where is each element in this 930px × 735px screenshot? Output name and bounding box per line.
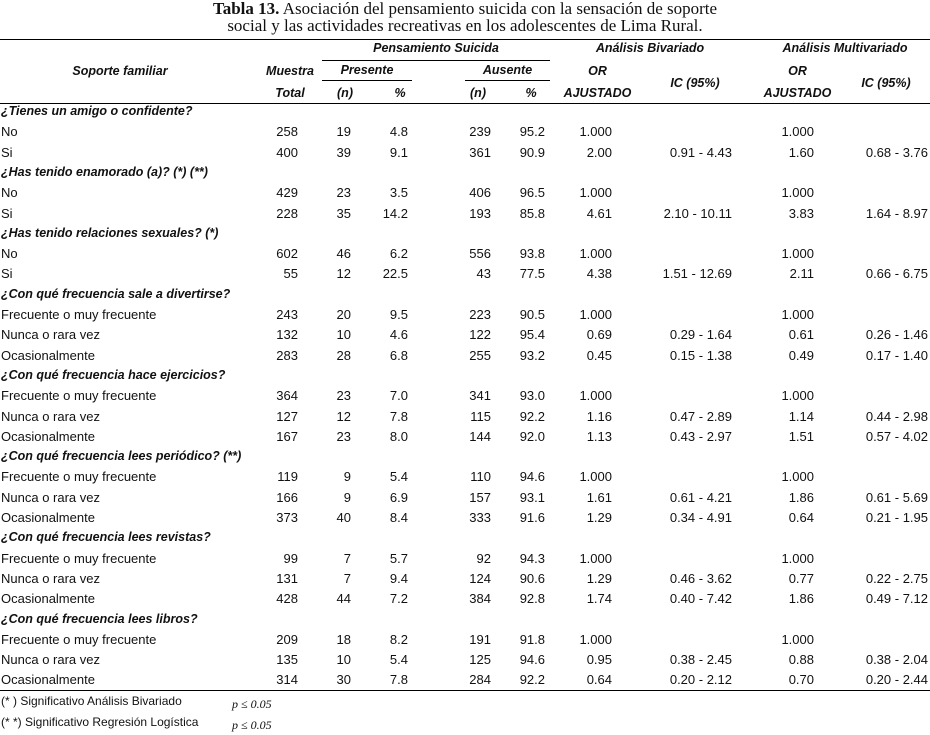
cell-total: 428 xyxy=(276,591,298,607)
section-title: ¿Con qué frecuencia lees periódico? (**) xyxy=(1,449,242,464)
cell-pct-aus: 90.5 xyxy=(519,307,545,322)
row-label: Si xyxy=(1,266,13,282)
cell-pct-pres: 8.4 xyxy=(389,510,408,525)
cell-n-pres: 7 xyxy=(343,550,351,566)
cell-or-mult: 1.000 xyxy=(781,388,814,404)
cell-pct-pres: 9.5 xyxy=(389,307,408,322)
row-label: Frecuente o muy frecuente xyxy=(1,631,157,647)
cell-or-mult: 1.000 xyxy=(781,550,814,566)
footer-rule xyxy=(0,690,930,691)
cell-or-mult: 1.14 xyxy=(788,408,814,424)
cell-pct-aus: 77.5 xyxy=(519,266,545,282)
cell-n-aus: 384 xyxy=(469,591,491,607)
cell-ic-biv: 0.91 - 4.43 xyxy=(669,144,732,160)
cell-ic-mult: 0.21 - 1.95 xyxy=(865,510,928,525)
cell-pct-pres: 4.6 xyxy=(389,327,408,343)
cell-n-pres: 30 xyxy=(336,672,351,688)
cell-n-pres: 46 xyxy=(336,246,351,262)
cell-ic-mult: 0.49 - 7.12 xyxy=(865,591,928,607)
cell-pct-aus: 94.6 xyxy=(519,652,545,668)
row-label: Nunca o rara vez xyxy=(1,570,100,586)
header-ajustado-biv: AJUSTADO xyxy=(563,86,632,100)
cell-or-mult: 2.11 xyxy=(789,266,814,282)
row-label: Frecuente o muy frecuente xyxy=(1,469,157,485)
cell-or-biv: 1.29 xyxy=(586,570,612,586)
cell-ic-mult: 0.20 - 2.44 xyxy=(865,672,928,688)
row-label: No xyxy=(1,185,18,201)
cell-or-mult: 0.88 xyxy=(788,652,814,668)
cell-pct-aus: 93.1 xyxy=(519,489,545,505)
cell-ic-biv: 0.29 - 1.64 xyxy=(669,327,732,343)
cell-ic-mult: 0.38 - 2.04 xyxy=(865,652,928,668)
cell-n-pres: 23 xyxy=(336,428,351,444)
cell-total: 209 xyxy=(276,631,298,647)
cell-n-aus: 122 xyxy=(469,327,491,343)
cell-n-aus: 333 xyxy=(469,510,491,525)
cell-pct-aus: 94.3 xyxy=(519,550,545,566)
footnote-2: (* *) Significativo Regresión Logística xyxy=(1,715,199,729)
cell-or-mult: 1.000 xyxy=(781,246,814,262)
cell-pct-pres: 6.2 xyxy=(389,246,408,262)
cell-or-biv: 1.000 xyxy=(579,388,612,404)
cell-pct-pres: 14.2 xyxy=(382,205,408,221)
cell-or-mult: 0.64 xyxy=(788,510,814,525)
title-line-1: Asociación del pensamiento suicida con la sensación de soporte xyxy=(282,0,718,18)
cell-ic-biv: 0.46 - 3.62 xyxy=(669,570,732,586)
presente-rule xyxy=(322,80,412,81)
cell-pct-pres: 22.5 xyxy=(382,266,408,282)
header-multivariado: Análisis Multivariado xyxy=(782,41,908,55)
cell-pct-aus: 92.0 xyxy=(519,428,545,444)
cell-n-pres: 18 xyxy=(336,631,351,647)
cell-total: 99 xyxy=(283,550,298,566)
cell-total: 135 xyxy=(276,652,298,668)
cell-ic-mult: 0.17 - 1.40 xyxy=(865,347,928,363)
row-label: Frecuente o muy frecuente xyxy=(1,388,157,404)
header-n-ausente: (n) xyxy=(470,86,486,100)
cell-total: 429 xyxy=(276,185,298,201)
cell-total: 131 xyxy=(276,570,298,586)
cell-total: 243 xyxy=(276,307,298,322)
header-ausente: Ausente xyxy=(482,63,533,77)
cell-pct-aus: 91.6 xyxy=(519,510,545,525)
cell-n-aus: 110 xyxy=(470,469,491,485)
cell-pct-pres: 5.4 xyxy=(389,469,408,485)
cell-n-pres: 19 xyxy=(336,124,351,140)
section-title: ¿Con qué frecuencia lees libros? xyxy=(1,611,198,626)
row-label: Nunca o rara vez xyxy=(1,408,100,424)
cell-ic-biv: 0.40 - 7.42 xyxy=(669,591,732,607)
cell-n-pres: 35 xyxy=(336,205,351,221)
cell-pct-pres: 9.4 xyxy=(389,570,408,586)
header-ic-mult: IC (95%) xyxy=(861,76,911,90)
cell-or-biv: 1.13 xyxy=(586,428,612,444)
cell-n-aus: 223 xyxy=(469,307,491,322)
cell-or-biv: 1.000 xyxy=(579,124,612,140)
cell-total: 400 xyxy=(276,144,298,160)
row-label: No xyxy=(1,246,18,262)
footnote-1-p: p ≤ 0.05 xyxy=(232,697,272,711)
cell-ic-biv: 0.34 - 4.91 xyxy=(669,510,732,525)
cell-pct-aus: 93.2 xyxy=(519,347,545,363)
row-label: Ocasionalmente xyxy=(1,591,95,607)
header-total: Total xyxy=(275,86,305,100)
cell-or-mult: 0.49 xyxy=(788,347,814,363)
section-title: ¿Has tenido enamorado (a)? (*) (**) xyxy=(1,164,208,179)
cell-pct-pres: 8.0 xyxy=(389,428,408,444)
cell-n-pres: 39 xyxy=(336,144,351,160)
footnote-1: (* ) Significativo Análisis Bivariado xyxy=(1,694,182,708)
table-title xyxy=(0,0,930,34)
cell-total: 166 xyxy=(276,489,298,505)
cell-total: 127 xyxy=(276,408,298,424)
cell-ic-biv: 2.10 - 10.11 xyxy=(663,205,732,221)
cell-pct-pres: 7.8 xyxy=(389,408,408,424)
cell-or-biv: 1.000 xyxy=(579,246,612,262)
header-presente: Presente xyxy=(340,63,394,77)
section-title: ¿Tienes un amigo o confidente? xyxy=(1,104,193,118)
cell-or-biv: 1.16 xyxy=(586,408,612,424)
cell-ic-mult: 0.61 - 5.69 xyxy=(865,489,928,505)
cell-or-mult: 1.60 xyxy=(788,144,814,160)
cell-or-mult: 1.86 xyxy=(788,489,814,505)
cell-n-aus: 43 xyxy=(476,266,491,282)
row-label: Si xyxy=(1,205,13,221)
section-title: ¿Con qué frecuencia hace ejercicios? xyxy=(1,367,226,382)
header-soporte: Soporte familiar xyxy=(72,64,168,78)
cell-total: 55 xyxy=(283,266,298,282)
cell-or-mult: 0.70 xyxy=(788,672,814,688)
cell-ic-biv: 1.51 - 12.69 xyxy=(662,266,732,282)
cell-pct-pres: 3.5 xyxy=(389,185,408,201)
row-label: Ocasionalmente xyxy=(1,510,95,525)
section-title: ¿Con qué frecuencia lees revistas? xyxy=(1,530,211,545)
cell-pct-aus: 92.2 xyxy=(519,672,545,688)
cell-pct-aus: 90.9 xyxy=(519,144,545,160)
pensamiento-rule xyxy=(322,60,550,61)
cell-total: 314 xyxy=(276,672,298,688)
cell-n-aus: 284 xyxy=(469,672,491,688)
row-label: Nunca o rara vez xyxy=(1,327,100,343)
cell-n-pres: 9 xyxy=(343,469,351,485)
header-or-biv: OR xyxy=(588,64,607,78)
row-label: Nunca o rara vez xyxy=(1,489,100,505)
cell-or-biv: 2.00 xyxy=(586,144,612,160)
cell-total: 258 xyxy=(276,124,298,140)
cell-pct-aus: 91.8 xyxy=(519,631,545,647)
row-label: Ocasionalmente xyxy=(1,672,95,688)
section-title: ¿Con qué frecuencia sale a divertirse? xyxy=(1,286,231,301)
cell-or-mult: 1.51 xyxy=(788,428,814,444)
cell-or-mult: 1.000 xyxy=(781,469,814,485)
row-label: Ocasionalmente xyxy=(1,428,95,444)
cell-pct-pres: 4.8 xyxy=(389,124,408,140)
header-pct-presente: % xyxy=(394,86,406,100)
row-label: Nunca o rara vez xyxy=(1,652,100,668)
header-pct-ausente: % xyxy=(525,86,537,100)
cell-total: 364 xyxy=(276,388,298,404)
row-label: Frecuente o muy frecuente xyxy=(1,550,157,566)
cell-or-mult: 1.000 xyxy=(781,124,814,140)
cell-or-mult: 1.000 xyxy=(781,631,814,647)
cell-ic-mult: 0.66 - 6.75 xyxy=(865,266,928,282)
cell-ic-biv: 0.15 - 1.38 xyxy=(669,347,732,363)
cell-or-mult: 3.83 xyxy=(788,205,814,221)
cell-ic-mult: 1.64 - 8.97 xyxy=(865,205,928,221)
cell-or-biv: 0.95 xyxy=(586,652,612,668)
cell-n-pres: 28 xyxy=(336,347,351,363)
cell-ic-biv: 0.47 - 2.89 xyxy=(669,408,732,424)
cell-n-aus: 191 xyxy=(469,631,491,647)
cell-or-mult: 1.000 xyxy=(781,307,814,322)
cell-or-biv: 0.69 xyxy=(586,327,612,343)
cell-pct-aus: 95.2 xyxy=(519,124,545,140)
cell-or-biv: 1.000 xyxy=(579,307,612,322)
section-title: ¿Has tenido relaciones sexuales? (*) xyxy=(1,225,219,240)
cell-pct-pres: 5.4 xyxy=(389,652,408,668)
cell-n-aus: 255 xyxy=(469,347,491,363)
header-top-rule xyxy=(0,39,930,40)
cell-pct-pres: 5.7 xyxy=(389,550,408,566)
cell-or-biv: 4.38 xyxy=(586,266,612,282)
row-label: Si xyxy=(1,144,13,160)
cell-pct-pres: 6.8 xyxy=(389,347,408,363)
cell-or-mult: 1.86 xyxy=(788,591,814,607)
cell-ic-mult: 0.26 - 1.46 xyxy=(865,327,928,343)
row-label: Frecuente o muy frecuente xyxy=(1,307,157,322)
cell-n-aus: 92 xyxy=(476,550,491,566)
cell-ic-mult: 0.57 - 4.02 xyxy=(865,428,928,444)
cell-n-pres: 23 xyxy=(336,185,351,201)
cell-or-biv: 4.61 xyxy=(586,205,612,221)
cell-n-aus: 115 xyxy=(470,408,491,424)
header-or-mult: OR xyxy=(788,64,807,78)
row-label: Ocasionalmente xyxy=(1,347,95,363)
cell-n-pres: 23 xyxy=(336,388,351,404)
cell-n-aus: 341 xyxy=(469,388,491,404)
cell-ic-biv: 0.20 - 2.12 xyxy=(669,672,732,688)
cell-ic-mult: 0.22 - 2.75 xyxy=(865,570,928,586)
cell-n-aus: 157 xyxy=(469,489,491,505)
header-ajustado-mult: AJUSTADO xyxy=(763,86,832,100)
cell-pct-aus: 93.8 xyxy=(519,246,545,262)
footnote-2-p: p ≤ 0.05 xyxy=(232,718,272,732)
cell-or-biv: 1.000 xyxy=(579,185,612,201)
cell-ic-biv: 0.61 - 4.21 xyxy=(669,489,732,505)
cell-n-pres: 9 xyxy=(343,489,351,505)
cell-pct-aus: 93.0 xyxy=(519,388,545,404)
cell-n-aus: 556 xyxy=(469,246,491,262)
cell-total: 228 xyxy=(276,205,298,221)
cell-n-aus: 144 xyxy=(469,428,491,444)
cell-or-mult: 0.77 xyxy=(788,570,814,586)
cell-ic-biv: 0.43 - 2.97 xyxy=(669,428,732,444)
cell-n-pres: 12 xyxy=(336,266,351,282)
cell-ic-mult: 0.44 - 2.98 xyxy=(865,408,928,424)
cell-total: 373 xyxy=(276,510,298,525)
cell-ic-biv: 0.38 - 2.45 xyxy=(669,652,732,668)
cell-or-biv: 1.74 xyxy=(586,591,612,607)
cell-pct-pres: 9.1 xyxy=(389,144,408,160)
table-number: Tabla 13. xyxy=(212,0,280,18)
cell-or-biv: 1.29 xyxy=(586,510,612,525)
cell-pct-aus: 94.6 xyxy=(519,469,545,485)
cell-n-aus: 193 xyxy=(469,205,491,221)
cell-total: 119 xyxy=(277,469,298,485)
cell-n-pres: 12 xyxy=(336,408,351,424)
header-muestra: Muestra xyxy=(266,64,314,78)
header-ic-biv: IC (95%) xyxy=(670,76,720,90)
cell-n-pres: 40 xyxy=(336,510,351,525)
header-bivariado: Análisis Bivariado xyxy=(595,41,705,55)
cell-pct-aus: 95.4 xyxy=(519,327,545,343)
cell-or-biv: 0.64 xyxy=(586,672,612,688)
ausente-rule xyxy=(465,80,550,81)
cell-total: 602 xyxy=(276,246,298,262)
cell-pct-aus: 96.5 xyxy=(519,185,545,201)
cell-n-aus: 406 xyxy=(469,185,491,201)
cell-or-biv: 1.000 xyxy=(579,469,612,485)
cell-n-pres: 7 xyxy=(343,570,351,586)
cell-or-biv: 1.000 xyxy=(579,550,612,566)
cell-pct-pres: 7.2 xyxy=(389,591,408,607)
cell-pct-aus: 92.8 xyxy=(519,591,545,607)
cell-pct-aus: 85.8 xyxy=(519,205,545,221)
cell-n-pres: 44 xyxy=(336,591,351,607)
cell-or-biv: 1.000 xyxy=(579,631,612,647)
cell-pct-pres: 7.8 xyxy=(389,672,408,688)
cell-total: 132 xyxy=(276,327,298,343)
header-n-presente: (n) xyxy=(337,86,353,100)
cell-or-biv: 1.61 xyxy=(586,489,612,505)
cell-total: 283 xyxy=(276,347,298,363)
row-label: No xyxy=(1,124,18,140)
cell-ic-mult: 0.68 - 3.76 xyxy=(865,144,928,160)
cell-total: 167 xyxy=(276,428,298,444)
cell-n-pres: 10 xyxy=(336,652,351,668)
cell-n-aus: 124 xyxy=(469,570,491,586)
cell-or-biv: 0.45 xyxy=(586,347,612,363)
cell-pct-aus: 90.6 xyxy=(519,570,545,586)
cell-n-pres: 20 xyxy=(336,307,351,322)
cell-n-pres: 10 xyxy=(336,327,351,343)
header-pensamiento: Pensamiento Suicida xyxy=(373,41,499,55)
cell-n-aus: 239 xyxy=(469,124,491,140)
cell-pct-pres: 6.9 xyxy=(389,489,408,505)
cell-pct-pres: 7.0 xyxy=(389,388,408,404)
cell-n-aus: 125 xyxy=(469,652,491,668)
cell-pct-pres: 8.2 xyxy=(389,631,408,647)
cell-or-mult: 1.000 xyxy=(781,185,814,201)
cell-pct-aus: 92.2 xyxy=(519,408,545,424)
cell-or-mult: 0.61 xyxy=(788,327,814,343)
title-line-2: social y las actividades recreativas en los adolescentes de Lima Rural. xyxy=(227,16,703,35)
cell-n-aus: 361 xyxy=(469,144,491,160)
